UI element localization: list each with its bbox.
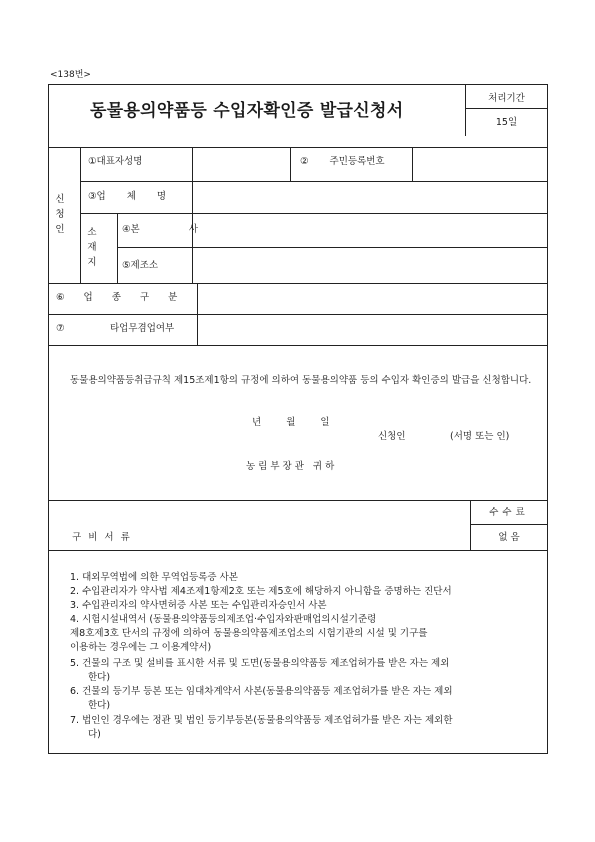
documents-label: 구 비 서 류 <box>72 532 132 543</box>
document-item-2: 2. 수입관리자가 약사법 제4조제1항제2호 또는 제5호에 해당하지 아니함을 증명하는 진단서 <box>70 586 452 597</box>
business-type-field[interactable] <box>198 284 547 314</box>
company-name-label: ③업 체 명 <box>88 191 167 202</box>
representative-name-label: ①대표자성명 <box>88 156 143 167</box>
business-type-label: ⑥ 업 종 구 분 <box>56 292 178 303</box>
signature-hint: (서명 또는 인) <box>450 431 510 442</box>
head-office-label: ④본 사 <box>122 224 198 235</box>
document-item-6-cont: 한다) <box>88 700 111 711</box>
processing-period-label: 처리기간 <box>488 93 525 104</box>
signer-label: 신청인 <box>378 431 406 442</box>
factory-field[interactable] <box>193 248 547 282</box>
processing-period-value: 15일 <box>495 117 518 128</box>
applicant-group-label: 신청인 <box>55 194 65 235</box>
factory-label: ⑤제조소 <box>122 260 159 271</box>
other-business-number: ⑦ <box>56 323 65 334</box>
document-item-6: 6. 건물의 등기부 등본 또는 임대차계약서 사본(동물용의약품등 제조업허가를 받은 자는 제외 <box>70 686 453 697</box>
head-office-field[interactable] <box>193 214 547 247</box>
declaration-text: 동물용의약품등취급규칙 제15조제1항의 규정에 의하여 동물용의약품 등의 수입자 확인증의 발급을 신청합니다. <box>70 375 532 386</box>
document-item-1: 1. 대외무역법에 의한 무역업등록증 사본 <box>70 572 238 583</box>
document-item-7: 7. 법인인 경우에는 정관 및 법인 등기부등본(동물용의약품등 제조업허가를 받은 자는 제외한 <box>70 715 453 726</box>
fee-label: 수수료 <box>489 507 529 518</box>
location-label: 소재지 <box>87 227 97 268</box>
document-item-4: 4. 시험시설내역서 (동물용의약품등의제조업·수입자와판매업의시설기준령 <box>70 614 377 625</box>
other-business-field[interactable] <box>198 315 547 345</box>
resident-number-label: ② 주민등록번호 <box>300 156 385 167</box>
representative-name-field[interactable] <box>193 148 289 181</box>
document-item-4-cont-1: 제8호제3호 단서의 규정에 의하여 동물용의약품제조업소의 시험기관의 시설 및 기구를 <box>70 628 428 639</box>
fee-value: 없 음 <box>498 532 520 543</box>
recipient-line: 농림부장관 귀하 <box>246 461 338 472</box>
document-item-3: 3. 수입관리자의 약사면허증 사본 또는 수입관리자승인서 사본 <box>70 600 327 611</box>
form-number: <138번> <box>50 70 91 80</box>
page-title: 동물용의약품등 수입자확인증 발급신청서 <box>90 101 404 121</box>
document-item-7-cont: 다) <box>88 729 101 740</box>
date-line: 년 월 일 <box>252 417 330 428</box>
resident-number-field[interactable] <box>413 148 547 181</box>
document-item-5-cont: 한다) <box>88 672 111 683</box>
company-name-field[interactable] <box>193 182 547 213</box>
document-item-4-cont-2: 이용하는 경우에는 그 이용계약서) <box>70 642 212 653</box>
document-item-5: 5. 건물의 구조 및 설비를 표시한 서류 및 도면(동물용의약품등 제조업허가를 받은 자는 제외 <box>70 658 450 669</box>
other-business-label: 타업무겸업여부 <box>110 323 175 334</box>
